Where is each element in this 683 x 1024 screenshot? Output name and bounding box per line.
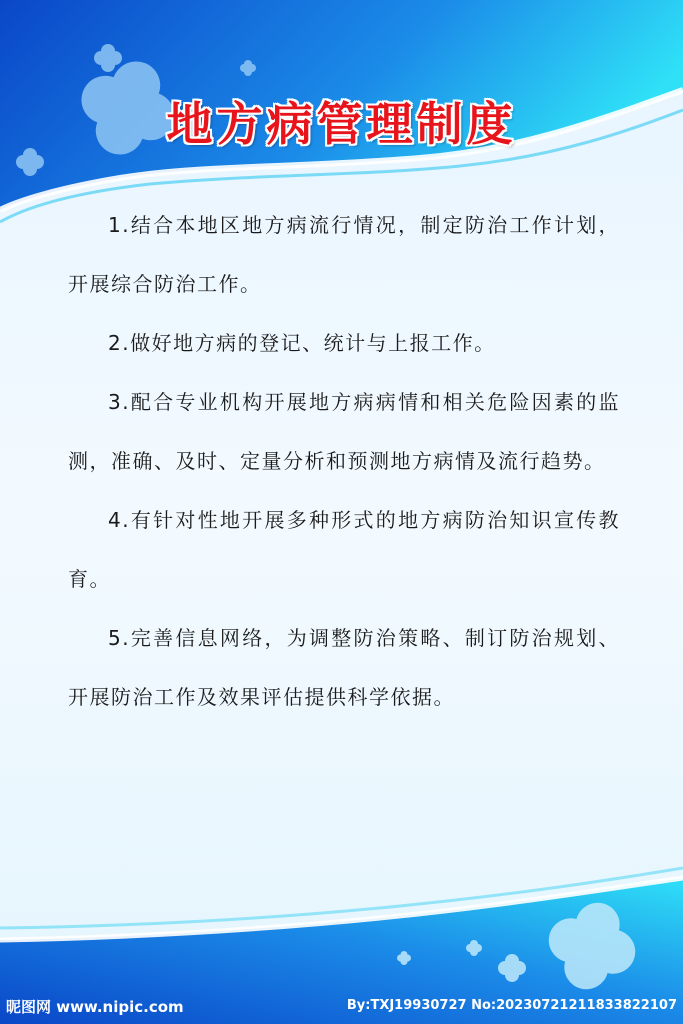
rule-item-3: 3.配合专业机构开展地方病病情和相关危险因素的监测，准确、及时、定量分析和预测地方病情及流行趋势。 bbox=[68, 390, 620, 473]
rules-body bbox=[68, 196, 620, 727]
page-title: 地方病管理制度 bbox=[166, 97, 517, 151]
rule-item-4: 4.有针对性地开展多种形式的地方病防治知识宣传教育。 bbox=[68, 508, 620, 591]
rule-item-2: 2.做好地方病的登记、统计与上报工作。 bbox=[108, 331, 496, 355]
rule-item-1: 1.结合本地区地方病流行情况，制定防治工作计划，开展综合防治工作。 bbox=[68, 213, 620, 296]
watermark-site: 昵图网 www.nipic.com bbox=[6, 998, 184, 1016]
rule-item-5: 5.完善信息网络，为调整防治策略、制订防治规划、开展防治工作及效果评估提供科学依据。 bbox=[68, 626, 620, 709]
watermark-info: By:TXJ19930727 No:20230721211833822107 bbox=[346, 998, 677, 1013]
